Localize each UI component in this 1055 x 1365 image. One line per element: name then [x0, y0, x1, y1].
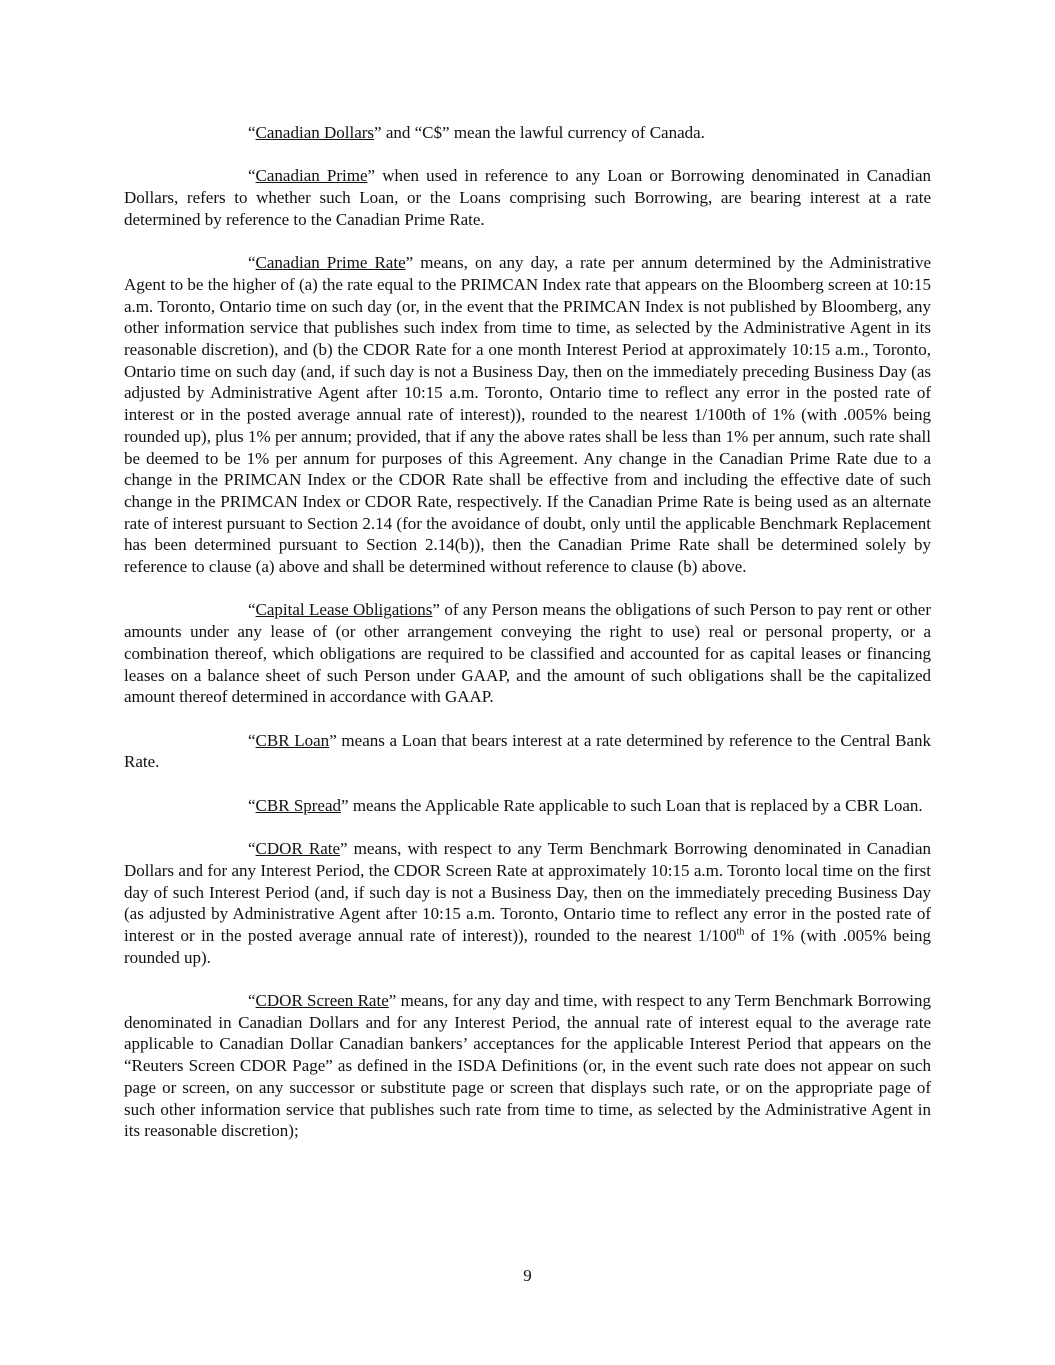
- definition-canadian-prime-rate: “Canadian Prime Rate” means, on any day, a rate per annum determined by the Administrative Agent to be the higher of (a) the rate equal to the PRIMCAN Index rate that appears on the Bloomberg screen at 10:15 a.m. Toronto, Ontario time on such day (or, in the event that the PRIMCAN Index is not published by Bloomberg, any other information service that publishes such index from time to time, as selected by the Administrative Agent in its reasonable discretion), and (b) the CDOR Rate for a one month Interest Period at approximately 10:15 a.m., Toronto, Ontario time on such day (and, if such day is not a Business Day, then on the immediately preceding Business Day (as adjusted by Administrative Agent after 10:15 a.m. Toronto, Ontario time to reflect any error in the posted rate of interest or in the posted average annual rate of interest)), rounded to the nearest 1/100th of 1% (with .005% being rounded up), plus 1% per annum; provided, that if any the above rates shall be less than 1% per annum, such rate shall be deemed to be 1% per annum for purposes of this Agreement. Any change in the Canadian Prime Rate due to a change in the PRIMCAN Index or the CDOR Rate shall be effective from and including the effective date of such change in the PRIMCAN Index or CDOR Rate, respectively. If the Canadian Prime Rate is being used as an alternate rate of interest pursuant to Section 2.14 (for the avoidance of doubt, only until the applicable Benchmark Replacement has been determined pursuant to Section 2.14(b)), then the Canadian Prime Rate shall be determined solely by reference to clause (a) above and shall be determined without reference to clause (b) above.: [124, 253, 931, 577]
- defined-term: Canadian Dollars: [255, 123, 375, 142]
- definition-text: ” means, on any day, a rate per annum determined by the Administrative Agent to be the higher of (a) the rate equal to the PRIMCAN Index rate that appears on the Bloomberg screen at 10:15 a.m. Toronto, Ontario time on such day (or, in the event that the PRIMCAN Index is not published by Bloomberg, any other information service that publishes such index from time to time, as selected by the Administrative Agent in its reasonable discretion), and (b) the CDOR Rate for a one month Interest Period at approximately 10:15 a.m., Toronto, Ontario time on such day (and, if such day is not a Business Day, then on the immediately preceding Business Day (as adjusted by Administrative Agent after 10:15 a.m. Toronto, Ontario time to reflect any error in the posted rate of interest or in the posted average annual rate of interest)), rounded to the nearest 1/100th of 1% (with .005% being rounded up), plus 1% per annum; provided, that if any the above rates shall be less than 1% per annum, such rate shall be deemed to be 1% per annum for purposes of this Agreement. Any change in the Canadian Prime Rate due to a change in the PRIMCAN Index or the CDOR Rate shall be effective from and including the effective date of such change in the PRIMCAN Index or CDOR Rate, respectively. If the Canadian Prime Rate is being used as an alternate rate of interest pursuant to Section 2.14 (for the avoidance of doubt, only until the applicable Benchmark Replacement has been determined pursuant to Section 2.14(b)), then the Canadian Prime Rate shall be determined solely by reference to clause (a) above and shall be determined without reference to clause (b) above.: [124, 253, 931, 577]
- defined-term: CBR Spread: [255, 795, 342, 815]
- definition-text: ” means, with respect to any Term Benchmark Borrowing denominated in Canadian Dollars and for any Interest Period, the CDOR Screen Rate at approximately 10:15 a.m. Toronto local time on the first day of such Interest Period (and, if such day is not a Business Day, then on the immediately preceding Business Day (as adjusted by Administrative Agent after 10:15 a.m. Toronto, Ontario time to reflect any error in the posted rate of interest or in the posted average annual rate of interest)), rounded to the nearest 1/100: [124, 839, 931, 945]
- definition-cbr-spread: “CBR Spread” means the Applicable Rate applicable to such Loan that is replaced by a CBR Loan.: [248, 795, 923, 815]
- defined-term: Capital Lease Obligations: [255, 600, 433, 620]
- definition-text: ” of any Person means the obligations of such Person to pay rent or other amounts under any lease of (or other arrangement conveying the right to use) real or personal property, or a combination thereof, which obligations are required to be classified and accounted for as capital leases or financing leases on a balance sheet of such Person under GAAP, and the amount of such obligations shall be the capitalized amount thereof determined in accordance with GAAP.: [124, 600, 931, 707]
- definition-canadian-dollars: “Canadian Dollars” and “C$” mean the lawful currency of Canada.: [248, 123, 705, 142]
- defined-term: CDOR Screen Rate: [255, 991, 389, 1011]
- defined-term: CBR Loan: [255, 730, 330, 750]
- definition-text: ” means a Loan that bears interest at a rate determined by reference to the Central Bank Rate.: [124, 730, 931, 772]
- defined-term: CDOR Rate: [255, 839, 341, 859]
- document-page: [124, 122, 931, 1164]
- definition-text: ” means the Applicable Rate applicable to such Loan that is replaced by a CBR Loan.: [341, 795, 923, 815]
- defined-term: Canadian Prime Rate: [255, 253, 406, 273]
- definition-text-end: of 1% (with .005% being rounded up).: [124, 925, 931, 967]
- definition-cdor-rate: “CDOR Rate” means, with respect to any Term Benchmark Borrowing denominated in Canadian Dollars and for any Interest Period, the CDOR Screen Rate at approximately 10:15 a.m. Toronto local time on the first day of such Interest Period (and, if such day is not a Business Day, then on the immediately preceding Business Day (as adjusted by Administrative Agent after 10:15 a.m. Toronto, Ontario time to reflect any error in the posted rate of interest or in the posted average annual rate of interest)), rounded to the nearest 1/100th of 1% (with .005% being rounded up).: [124, 839, 931, 967]
- definition-text: ” when used in reference to any Loan or Borrowing denominated in Canadian Dollars, refers to whether such Loan, or the Loans comprising such Borrowing, are bearing interest at a rate determined by reference to the Canadian Prime Rate.: [124, 166, 931, 229]
- definition-cbr-loan: “CBR Loan” means a Loan that bears interest at a rate determined by reference to the Central Bank Rate.: [124, 730, 931, 772]
- defined-term: Canadian Prime: [255, 166, 368, 186]
- definition-text: ” means, for any day and time, with respect to any Term Benchmark Borrowing denominated in Canadian Dollars and for any Interest Period, the annual rate of interest equal to the average rate applicable to Canadian Dollar Canadian bankers’ acceptances for the applicable Interest Period that appears on the “Reuters Screen CDOR Page” as defined in the ISDA Definitions (or, in the event such rate does not appear on such page or screen, on any successor or substitute page or screen that displays such rate, or on the appropriate page of such other information service that publishes such rate from time to time, as selected by the Administrative Agent in its reasonable discretion);: [124, 991, 931, 1141]
- ordinal-superscript: th: [736, 926, 745, 938]
- definition-text: ” and “C$” mean the lawful currency of Canada.: [374, 123, 705, 142]
- definition-cdor-screen-rate: “CDOR Screen Rate” means, for any day and time, with respect to any Term Benchmark Borrowing denominated in Canadian Dollars and for any Interest Period, the annual rate of interest equal to the average rate applicable to Canadian Dollar Canadian bankers’ acceptances for the applicable Interest Period that appears on the “Reuters Screen CDOR Page” as defined in the ISDA Definitions (or, in the event such rate does not appear on such page or screen, on any successor or substitute page or screen that displays such rate, or on the appropriate page of such other information service that publishes such rate from time to time, as selected by the Administrative Agent in its reasonable discretion);: [124, 991, 931, 1141]
- definition-canadian-prime: “Canadian Prime” when used in reference to any Loan or Borrowing denominated in Canadian Dollars, refers to whether such Loan, or the Loans comprising such Borrowing, are bearing interest at a rate determined by reference to the Canadian Prime Rate.: [124, 166, 931, 229]
- page-number: 9: [523, 1266, 532, 1285]
- definition-capital-lease-obligations: “Capital Lease Obligations” of any Person means the obligations of such Person to pay rent or other amounts under any lease of (or other arrangement conveying the right to use) real or personal property, or a combination thereof, which obligations are required to be classified and accounted for as capital leases or financing leases on a balance sheet of such Person under GAAP, and the amount of such obligations shall be the capitalized amount thereof determined in accordance with GAAP.: [124, 600, 931, 707]
